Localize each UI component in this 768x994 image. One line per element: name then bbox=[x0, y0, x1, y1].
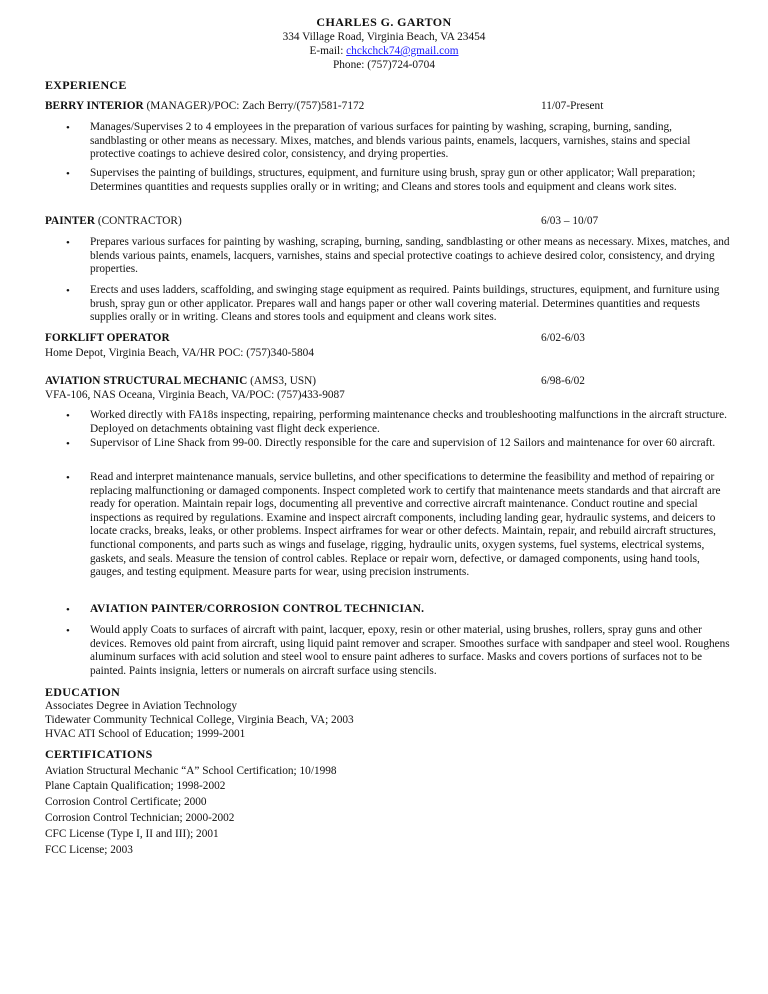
job-detail: (MANAGER)/POC: Zach Berry/(757)581-7172 bbox=[143, 100, 365, 112]
education-line: Tidewater Community Technical College, Virginia Beach, VA; 2003 bbox=[45, 714, 354, 726]
certifications-heading: CERTIFICATIONS bbox=[45, 747, 153, 761]
bullet: • bbox=[66, 604, 70, 616]
job-employer: Home Depot, Virginia Beach, VA/HR POC: (757)340-5804 bbox=[45, 347, 314, 359]
phone: Phone: (757)724-0704 bbox=[333, 59, 435, 71]
job-title: FORKLIFT OPERATOR bbox=[45, 332, 170, 344]
certification-line: Aviation Structural Mechanic “A” School Certification; 10/1998 bbox=[45, 765, 337, 777]
email-label: E-mail: bbox=[309, 45, 344, 57]
bullet: • bbox=[66, 285, 70, 297]
bullet-text: Supervisor of Line Shack from 99-00. Directly responsible for the care and supervision of 12 Sailors and maintenance for over 60 aircraft. bbox=[90, 437, 716, 449]
candidate-name: CHARLES G. GARTON bbox=[316, 15, 452, 29]
job-employer: VFA-106, NAS Oceana, Virginia Beach, VA/POC: (757)433-9087 bbox=[45, 389, 345, 401]
bullet: • bbox=[66, 237, 70, 249]
bullet-text: Read and interpret maintenance manuals, service bulletins, and other specifications to determine the feasibility and method of repairing or replacing malfunctioning or damaged components. Inspect completed work to certify that maintenance meets standards and that aircraft are ready for operation. Maintain repair logs, documenting all preventive and corrective aircraft maintenance. Conduct routine and special inspections as required by regulations. Examine and inspect aircraft components, including landing gear, hydraulic systems, and deicers to locate cracks, breaks, leaks, or other problems. Inspect airframes for wear or other defects. Maintain, repair, and rebuild aircraft structures, functional components, and parts such as wings and fuselage, rigging, hydraulic units, oxygen systems, fuel systems, electrical systems, gaskets, and seals. Measure the tension of control cables. Replace or repair worn, defective, or damaged components, using hand tools, gauges, and testing equipment. Measure parts for wear, using precision instruments. bbox=[90, 471, 721, 579]
bullet: • bbox=[66, 168, 70, 180]
email-link[interactable]: chckchck74@gmail.com bbox=[346, 45, 459, 57]
bullet: • bbox=[66, 438, 70, 450]
bullet-subheading: AVIATION PAINTER/CORROSION CONTROL TECHNICIAN. bbox=[90, 603, 425, 615]
email-line bbox=[0, 45, 768, 59]
job-detail: (AMS3, USN) bbox=[247, 375, 317, 387]
bullet-text: Worked directly with FA18s inspecting, repairing, performing maintenance checks and troubleshooting malfunctions in the aircraft structure. Deployed on detachments obtaining vast flight deck experience. bbox=[90, 409, 727, 435]
job-dates: 6/98-6/02 bbox=[541, 375, 585, 387]
certification-line: Corrosion Control Technician; 2000-2002 bbox=[45, 812, 235, 824]
bullet-text: Prepares various surfaces for painting by washing, scraping, burning, sanding, sandblasting or other means as necessary. Mixes, matches, and blends various paints, enamels, lacquers, varnishes, stains and special protective coatings to achieve desired color, consistency, and drying properties. bbox=[90, 236, 730, 276]
bullet-text: Manages/Supervises 2 to 4 employees in the preparation of various surfaces for painting by washing, scraping, burning, sanding, sandblasting or other means as necessary. Mixes, matches, and blends various paints, enamels, lacquers, varnishes, stains and special protective coatings to achieve desired color, consistency, and drying properties. bbox=[90, 121, 691, 161]
job-dates: 11/07-Present bbox=[541, 100, 604, 112]
job-title-line bbox=[45, 332, 170, 346]
address: 334 Village Road, Virginia Beach, VA 23454 bbox=[282, 31, 486, 43]
job-dates: 6/02-6/03 bbox=[541, 332, 585, 344]
education-line: Associates Degree in Aviation Technology bbox=[45, 700, 238, 712]
bullet: • bbox=[66, 472, 70, 484]
education-line: HVAC ATI School of Education; 1999-2001 bbox=[45, 728, 246, 740]
certification-line: Plane Captain Qualification; 1998-2002 bbox=[45, 780, 226, 792]
job-title-line bbox=[45, 215, 182, 229]
job-title-line bbox=[45, 100, 364, 114]
job-title-line bbox=[45, 375, 316, 389]
bullet-text: Would apply Coats to surfaces of aircraft with paint, lacquer, epoxy, resin or other material, using brushes, rollers, spray guns and other devices. Removes old paint from aircraft, using liquid paint remover and scraper. Smoothes surface with sandpaper and steel wool. Roughens aluminum surfaces with acid solution and steel wool to ensure paint adheres to surface. Masks and covers portions of surfaces not to be painted. Paints insignia, letters or numerals on aircraft surface using stencils. bbox=[90, 624, 730, 677]
job-title: PAINTER bbox=[45, 215, 96, 227]
bullet: • bbox=[66, 410, 70, 422]
job-dates: 6/03 – 10/07 bbox=[541, 215, 599, 227]
bullet-text: Supervises the painting of buildings, structures, equipment, and furniture using brush, spray gun or other applicator; Wall preparation; Determines quantities and requests supplies orally or in writing; and Cleans and stores tools and equipment and cleans work sites. bbox=[90, 167, 696, 193]
certification-line: FCC License; 2003 bbox=[45, 844, 133, 856]
bullet: • bbox=[66, 625, 70, 637]
job-title: AVIATION STRUCTURAL MECHANIC bbox=[45, 375, 248, 387]
experience-heading: EXPERIENCE bbox=[45, 78, 127, 92]
certification-line: CFC License (Type I, II and III); 2001 bbox=[45, 828, 219, 840]
bullet: • bbox=[66, 122, 70, 134]
education-heading: EDUCATION bbox=[45, 685, 121, 699]
job-title: BERRY INTERIOR bbox=[45, 100, 144, 112]
bullet-text: Erects and uses ladders, scaffolding, and swinging stage equipment as required. Paints buildings, structures, equipment, and furniture using brush, spray gun or other applicator. Prepares wall and hangs paper or other wall covering material. Determines quantities and requests supplies orally or in writing. Cleans and stores tools and equipment and cleans work sites. bbox=[90, 284, 720, 324]
job-detail: (CONTRACTOR) bbox=[95, 215, 182, 227]
certification-line: Corrosion Control Certificate; 2000 bbox=[45, 796, 207, 808]
